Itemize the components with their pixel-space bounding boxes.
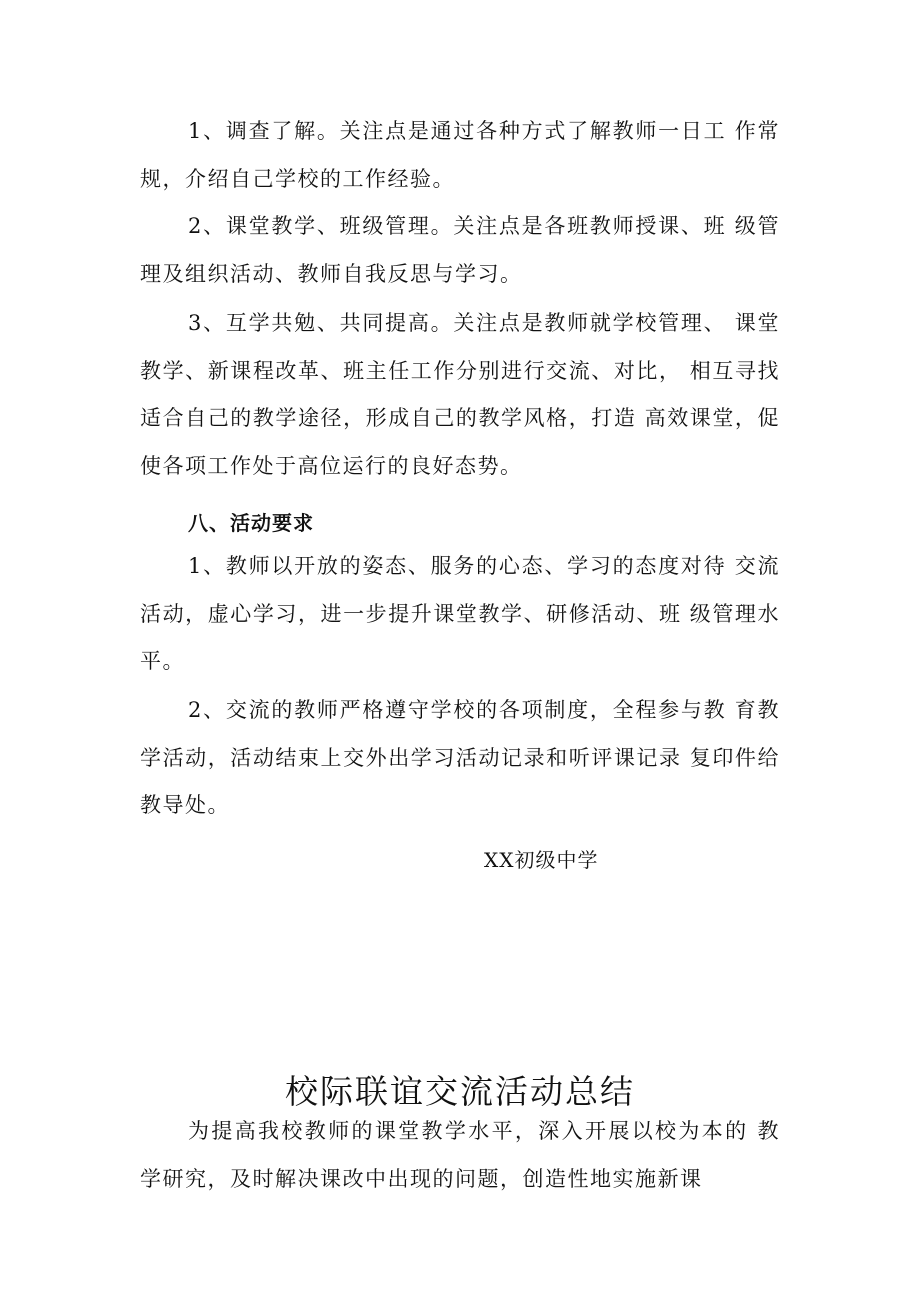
- document-title: 校际联谊交流活动总结: [285, 1072, 635, 1111]
- paragraph-summary-intro: 为提高我校教师的课堂教学水平，深入开展以校为本的 教学研究，及时解决课改中出现的问题，创造性地实施新课: [140, 1119, 780, 1191]
- signature-school-name: XX初级中学: [484, 848, 599, 872]
- paragraph-requirement-2: 2、交流的教师严格遵守学校的各项制度，全程参与教 育教学活动，活动结束上交外出学习活动记录和听评课记录 复印件给教导处。: [140, 698, 780, 817]
- paragraph-mutual-learning: 3、互学共勉、共同提高。关注点是教师就学校管理、 课堂教学、新课程改革、班主任工作分别进行交流、对比， 相互寻找适合自己的教学途径，形成自己的教学风格，打造 高效课堂，促使各项工作处于高位运行的良好态势。: [140, 311, 780, 478]
- section-heading-requirements: 八、活动要求: [188, 511, 314, 535]
- paragraph-classroom-management: 2、课堂教学、班级管理。关注点是各班教师授课、班 级管理及组织活动、教师自我反思与学习。: [140, 214, 780, 286]
- paragraph-investigate: 1、调查了解。关注点是通过各种方式了解教师一日工 作常规，介绍自己学校的工作经验。: [140, 119, 780, 191]
- paragraph-requirement-1: 1、教师以开放的姿态、服务的心态、学习的态度对待 交流活动，虚心学习，进一步提升课堂教学、研修活动、班 级管理水平。: [140, 554, 780, 673]
